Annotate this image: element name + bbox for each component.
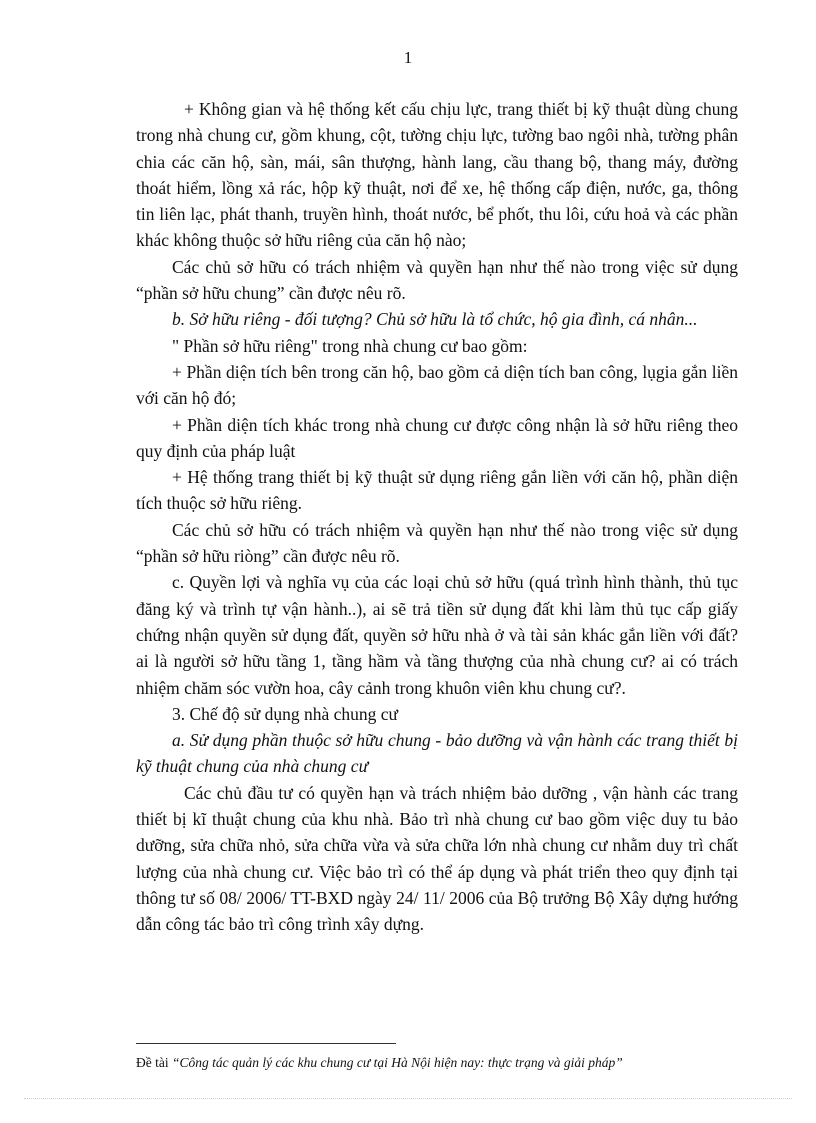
footnote-title: “Công tác quản lý các khu chung cư tại Hà Nội hiện nay: thực trạng và giải pháp”	[172, 1055, 623, 1070]
list-item-private-area: + Phần diện tích bên trong căn hộ, bao gồm cả diện tích ban công, lụgia gắn liền với căn hộ đó;	[136, 361, 738, 409]
footnote-separator	[136, 1043, 396, 1044]
footnote-prefix: Đề tài	[136, 1055, 172, 1070]
paragraph-private-part-intro: " Phần sở hữu riêng" trong nhà chung cư bao gồm:	[172, 335, 528, 356]
heading-private-ownership: b. Sở hữu riêng - đối tượng? Chủ sở hữu là tổ chức, hộ gia đình, cá nhân...	[172, 309, 698, 330]
paragraph-common-structures: + Không gian và hệ thống kết cấu chịu lực, trang thiết bị kỹ thuật dùng chung trong nhà chung cư, gồm khung, cột, tường chịu lực, tường bao ngôi nhà, tường phân chia các căn hộ, sàn, mái, sân thượng, hành lang, cầu thang bộ, thang máy, đường thoát hiểm, lồng xả rác, hộp kỹ thuật, nơi để xe, hệ thống cấp điện, nước, ga, thông tin liên lạc, phát thanh, truyền hình, thoát nước, bể phốt, thu lôi, cứu hoả và các phần khác không thuộc sở hữu riêng của căn hộ nào;	[136, 99, 738, 251]
list-item-private-equipment: + Hệ thống trang thiết bị kỹ thuật sử dụng riêng gắn liền với căn hộ, phần diện tích thuộc sở hữu riêng.	[136, 467, 738, 514]
paragraph-maintenance: Các chủ đầu tư có quyền hạn và trách nhiệm bảo dưỡng , vận hành các trang thiết bị kĩ thuật chung của khu nhà. Bảo trì nhà chung cư bao gồm việc duy tu bảo dưỡng, sửa chữa nhỏ, sửa chữa vừa và sửa chữa lớn nhà chung cư nhằm duy trì chất lượng của nhà chung cư. Việc bảo trì có thể áp dụng và phát triển theo quy định tại thông tư số 08/ 2006/ TT-BXD ngày 24/ 11/ 2006 của Bộ trưởng Bộ Xây dựng hướng dẫn công tác bảo trì công trình xây dựng.	[136, 782, 738, 935]
paragraph-private-ownership-duty: Các chủ sở hữu có trách nhiệm và quyền hạn như thế nào trong việc sử dụng “phần sở hữu riòng” cần được nêu rõ.	[136, 519, 738, 567]
page-bottom-border	[24, 1098, 792, 1099]
paragraph-rights-obligations: c. Quyền lợi và nghĩa vụ của các loại chủ sở hữu (quá trình hình thành, thủ tục đăng ký và trình tự vận hành..), ai sẽ trả tiền sử dụng đất khi làm thủ tục cấp giấy chứng nhận quyền sử dụng đất, quyền sở hữu nhà ở và tài sản khác gắn liền với đất? ai là người sở hữu tầng 1, tầng hầm và tầng thượng của nhà chung cư? ai có trách nhiệm chăm sóc vườn hoa, cây cảnh trong khuôn viên khu chung cư?.	[136, 572, 738, 698]
list-item-other-private-area: + Phần diện tích khác trong nhà chung cư được công nhận là sở hữu riêng theo quy định của pháp luật	[136, 414, 738, 461]
heading-usage-regime: 3. Chế độ sử dụng nhà chung cư	[172, 703, 399, 724]
document-body	[136, 96, 738, 938]
page-number: 1	[403, 48, 413, 67]
footnote	[136, 1054, 756, 1072]
paragraph-common-ownership-duty: Các chủ sở hữu có trách nhiệm và quyền hạn như thế nào trong việc sử dụng “phần sở hữu chung” cần được nêu rõ.	[136, 256, 738, 304]
heading-common-use-maintenance: a. Sử dụng phần thuộc sở hữu chung - bảo dưỡng và vận hành các trang thiết bị kỹ thuật chung của nhà chung cư	[136, 730, 738, 777]
